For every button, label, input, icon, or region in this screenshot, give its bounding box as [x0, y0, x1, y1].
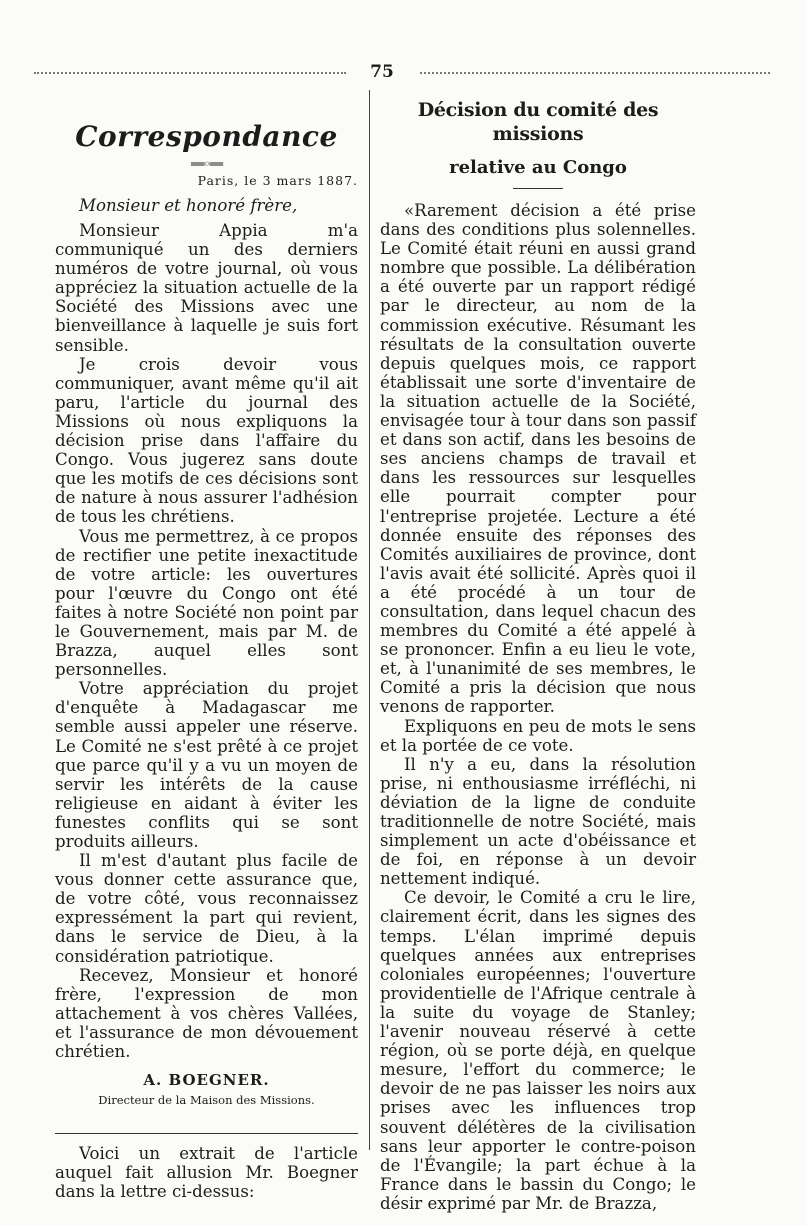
section-title: Correspondance	[75, 120, 338, 153]
letter-dateline: Paris, le 3 mars 1887.	[197, 173, 358, 188]
closing-paragraph: Voici un extrait de l'article auquel fait allusion Mr. Boegner dans la lettre ci-dessus:	[55, 1144, 358, 1202]
dotted-rule-right	[420, 72, 770, 74]
letter-paragraph: Vous me permettrez, à ce propos de rectifier une petite inexactitude de votre article: les ouvertures pour l'œuvre du Congo ont été faites à notre Société non point par le Gouvernement, mais par M. de Brazza, auquel elles sont personnelles.	[55, 526, 358, 680]
article-paragraph: Ce devoir, le Comité a cru le lire, clairement écrit, dans les signes des temps. L'élan imprimé depuis quelques années aux entreprises coloniales européennes; l'ouverture providentielle de l'Afrique centrale à la suite du voyage de Stanley; l'avenir nouveau réservé à cette région, où se porte déjà, en quelque mesure, l'effort du commerce; le devoir de ne pas laisser les noirs aux prises avec les influences trop souvent délétères de la civilisation sans leur apporter le contre-poison de l'Évangile; la part échue à la France dans le bassin du Congo; le désir exprimé par Mr. de Brazza,	[380, 888, 696, 1213]
article-paragraph: Il n'y a eu, dans la résolution prise, ni enthousiasme irréfléchi, ni déviation de la ligne de conduite traditionnelle de notre Société, mais simplement un acte d'obéissance et de foi, en réponse à un devoir nettement indiqué.	[380, 754, 696, 889]
left-column	[55, 92, 358, 1201]
letter-paragraph: Je crois devoir vous communiquer, avant même qu'il ait paru, l'article du journal des Missions où nous expliquons la décision prise dans l'affaire du Congo. Vous jugerez sans doute que les motifs de ces décisions sont de nature à nous assurer l'adhésion de tous les chrétiens.	[55, 354, 358, 527]
letter-paragraph: Monsieur Appia m'a communiqué un des derniers numéros de votre journal, où vous appréciez la situation actuelle de la Société des Missions avec une bienveillance à laquelle je suis fort sensible.	[55, 221, 358, 355]
article-heading: Décision du comité des missions	[417, 99, 659, 145]
title-ornament: ══◦══	[191, 157, 222, 171]
letter-salutation: Monsieur et honoré frère,	[79, 196, 298, 215]
column-divider	[369, 90, 370, 1150]
heading-rule	[513, 188, 563, 189]
section-separator	[55, 1133, 358, 1134]
page-number: 75	[370, 62, 394, 82]
article-subheading: relative au Congo	[449, 157, 627, 178]
letter-paragraph: Votre appréciation du projet d'enquête à Madagascar me semble aussi appeler une réserve. Le Comité ne s'est prêté à ce projet que parce qu'il y a vu un moyen de servir les intérêts de la cause religieuse en aidant à éviter les funestes conflits qui se sont produits ailleurs.	[55, 679, 358, 851]
letter-paragraph: Il m'est d'autant plus facile de vous donner cette assurance que, de votre côté, vous reconnaissez expressément la part qui revient, dans le service de Dieu, à la considération patriotique.	[55, 851, 358, 966]
letter-signature: A. BOEGNER.	[143, 1071, 270, 1090]
running-head	[34, 62, 770, 84]
article-paragraph: «Rarement décision a été prise dans des conditions plus solennelles. Le Comité était réuni en aussi grand nombre que possible. La délibération a été ouverte par un rapport rédigé par le directeur, au nom de la commission exécutive. Résumant les résultats de la consultation ouverte depuis quelques mois, ce rapport établissait une sorte d'inventaire de la situation actuelle de la Société, envisagée tour à tour dans son passif et dans son actif, dans les besoins de ses anciens champs de travail et dans les ressources sur lesquelles elle pourrait compter pour l'entreprise projetée. Lecture a été donnée ensuite des réponses des Comités auxiliaires de province, dont l'avis avait été sollicité. Après quoi il a été procédé à un tour de consultation, dans lequel chacun des membres du Comité a été appelé à se prononcer. Enfin a eu lieu le vote, et, à l'unanimité de ses membres, le Comité a pris la décision que nous venons de rapporter.	[380, 201, 696, 717]
signature-title: Directeur de la Maison des Missions.	[98, 1093, 315, 1108]
letter-paragraph: Recevez, Monsieur et honoré frère, l'expression de mon attachement à vos chères Vallées, et l'assurance de mon dévouement chrétien.	[55, 965, 358, 1062]
dotted-rule-left	[34, 72, 346, 74]
right-column	[380, 92, 696, 1213]
article-paragraph: Expliquons en peu de mots le sens et la portée de ce vote.	[380, 716, 696, 755]
